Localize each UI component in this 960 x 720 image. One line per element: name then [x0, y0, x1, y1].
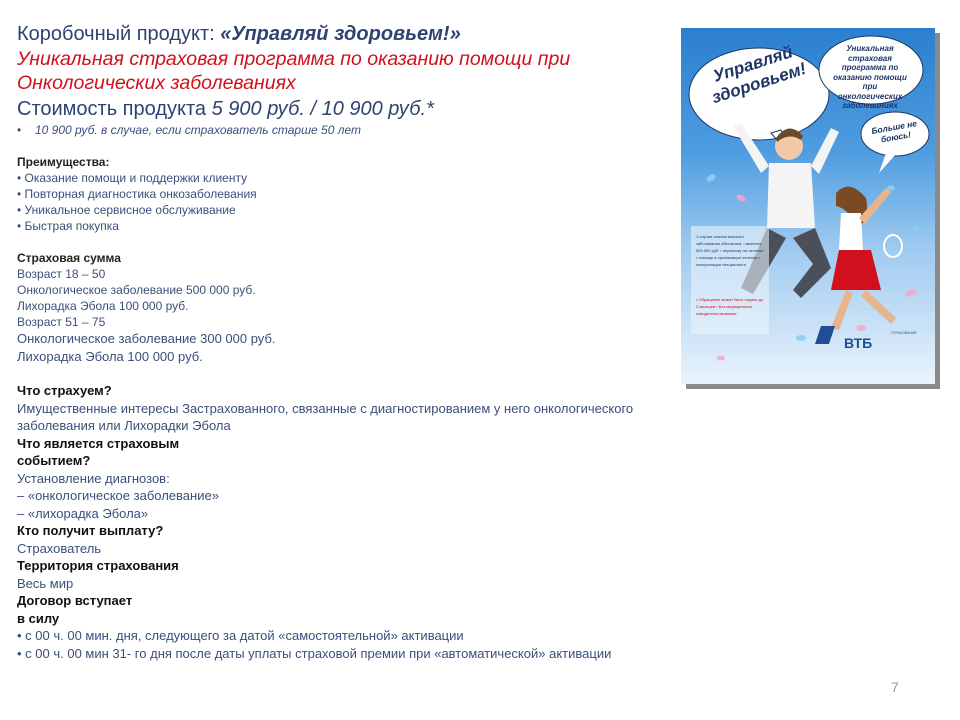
event-heading-line2: событием? — [17, 453, 91, 468]
territory-heading: Территория страхования — [17, 558, 179, 573]
contract-line: • с 00 ч. 00 мин 31- го дня после даты уплаты страховой премии при «автоматической» активации — [17, 645, 612, 661]
event-heading-line1: Что является страховым — [17, 435, 180, 451]
product-poster — [681, 28, 935, 384]
sum-item: Лихорадка Эбола 100 000 руб. — [17, 299, 189, 313]
price-value: 5 900 руб. / 10 900 руб.* — [211, 98, 434, 120]
contract-heading-line2: в силу — [17, 610, 60, 626]
event-line: Установление диагнозов: — [17, 470, 170, 486]
left-content — [17, 22, 667, 662]
contract-heading-line1: Договор вступает — [17, 593, 133, 608]
price-line — [17, 96, 667, 122]
poster-bubble-main: Управляй здоровьем! — [709, 42, 809, 108]
poster-fine-text-red: • Обращение может быть отдано до 3 месяцев • Без медицинского освидетельствования — [696, 297, 763, 316]
advantage-item: • Уникальное сервисное обслуживание — [17, 203, 236, 217]
sum-block — [17, 250, 667, 330]
sum-heading: Страховая сумма — [17, 251, 121, 265]
who-text: Страхователь — [17, 540, 102, 556]
title-product: «Управляй здоровьем!» — [220, 23, 461, 45]
territory-text: Весь мир — [17, 575, 74, 591]
what-text: Имущественные интересы Застрахованного, связанные с диагностированием у него онкологического заболевания или Лихорадки Эбола — [17, 400, 634, 433]
vtb-logo-text: ВТБ — [844, 335, 873, 351]
sum-item: Онкологическое заболевание 500 000 руб. — [17, 283, 256, 297]
poster-bubble-desc: Уникальная страховая программа по оказанию помощи при онкологических заболеваниях — [833, 44, 907, 110]
age-group-label: Возраст 51 – 75 — [17, 315, 106, 329]
page-number: 7 — [891, 679, 899, 695]
who-heading: Кто получит выплату? — [17, 523, 164, 538]
poster-fine-text: 1 случае онкологического заболевания обеспечим: • выплату 500 000 руб. • перевозку на лечение • помощь в организации лечения • консультации специалиста — [696, 234, 764, 267]
event-line: – «лихорадка Эбола» — [17, 505, 149, 521]
what-heading: Что страхуем? — [17, 383, 112, 398]
advantage-item: • Быстрая покупка — [17, 219, 119, 233]
slide-title — [17, 22, 667, 46]
advantages-block — [17, 154, 667, 234]
title-prefix: Коробочный продукт: — [17, 23, 221, 45]
slide-subtitle: Уникальная страховая программа по оказанию помощи при Онкологических заболеваниях — [17, 48, 571, 94]
age-group-label: Возраст 18 – 50 — [17, 267, 106, 281]
contract-line: • с 00 ч. 00 мин. дня, следующего за датой «самостоятельной» активации — [17, 628, 464, 643]
footnote-text: 10 900 руб. в случае, если страхователь старше 50 лет — [35, 123, 362, 137]
advantages-heading: Преимущества: — [17, 155, 110, 169]
price-footnote — [17, 122, 667, 138]
sum-item: Онкологическое заболевание 300 000 руб. — [17, 331, 276, 346]
sum-item: Лихорадка Эбола 100 000 руб. — [17, 348, 203, 364]
event-line: – «онкологическое заболевание» — [17, 488, 219, 503]
advantage-item: • Оказание помощи и поддержки клиенту — [17, 171, 248, 185]
footnote-bullet: • — [17, 123, 22, 137]
vtb-logo-subtext: СТРАХОВАНИЕ — [891, 331, 917, 335]
poster-bubble-small: Больше не боюсь! — [870, 118, 918, 145]
price-label: Стоимость продукта — [17, 98, 212, 120]
advantage-item: • Повторная диагностика онкозаболевания — [17, 187, 257, 201]
